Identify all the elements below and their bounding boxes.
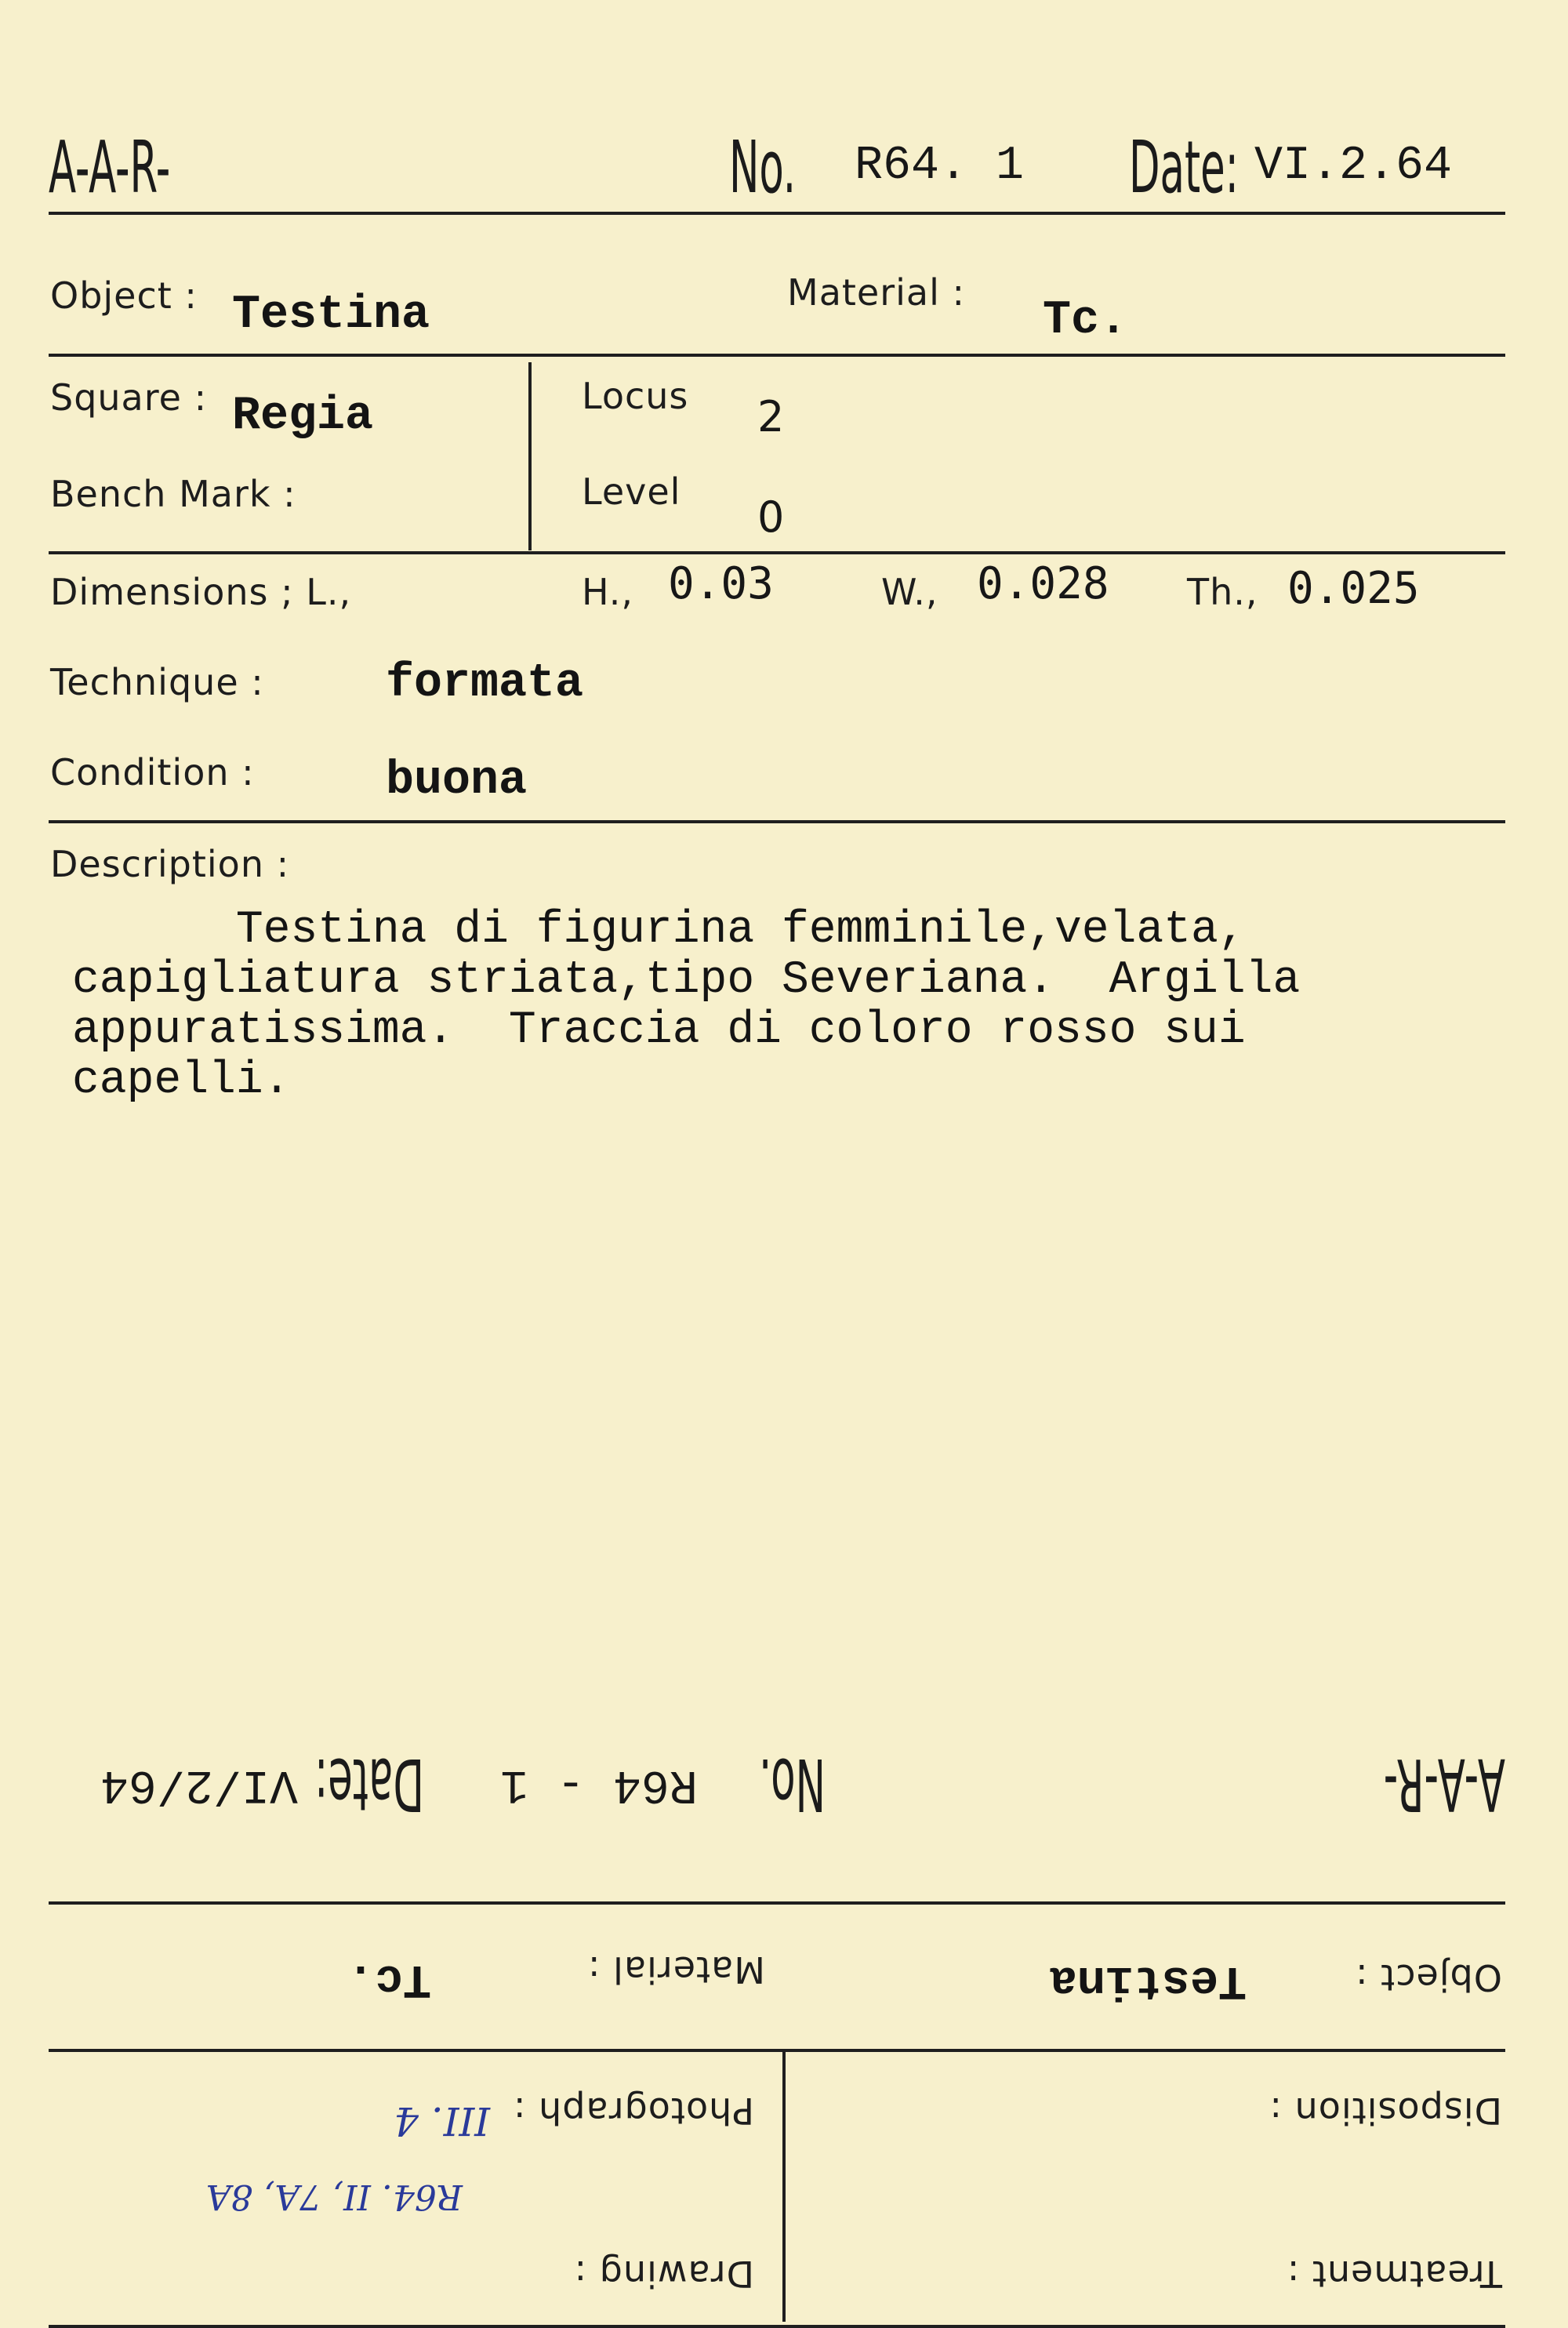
bottom-object-label: Object :: [1355, 1956, 1502, 1999]
bottom-number-label: No.: [758, 1742, 826, 1826]
condition-value: buona: [386, 754, 528, 808]
height-value: 0.03: [668, 558, 774, 609]
object-label: Object :: [50, 274, 198, 317]
bottom-number-value: R64 - 1: [499, 1757, 698, 1810]
bottom-date-value: VI/2/64: [100, 1757, 298, 1810]
thickness-label: Th.,: [1187, 571, 1258, 613]
number-value: R64. 1: [855, 140, 1025, 193]
technique-value: formata: [386, 657, 584, 710]
date-value: VI.2.64: [1254, 140, 1453, 193]
photograph-number: III. 4: [394, 2098, 490, 2144]
object-value: Testina: [232, 289, 430, 342]
bottom-material-label: Material :: [587, 1948, 765, 1991]
material-value: Tc.: [1043, 294, 1128, 347]
bottom-object-value: Testina: [1048, 1953, 1247, 2007]
square-label: Square :: [50, 376, 208, 419]
bench-mark-label: Bench Mark :: [50, 473, 296, 515]
description-line: Testina di figurina femminile,velata,: [72, 905, 1246, 956]
disposition-label: Disposition :: [1269, 2090, 1502, 2132]
dimensions-label: Dimensions ; L.,: [50, 571, 352, 613]
divider: [49, 354, 1505, 357]
column-divider: [528, 362, 532, 550]
description-label: Description :: [50, 843, 290, 885]
condition-label: Condition :: [50, 751, 255, 794]
divider: [49, 820, 1505, 823]
date-label: Date:: [1129, 125, 1239, 209]
height-label: H.,: [582, 571, 634, 613]
divider: [49, 2049, 1505, 2052]
description-text: [72, 906, 1562, 1106]
bottom-material-value: Tc.: [346, 1952, 431, 2005]
divider: [49, 1901, 1505, 1905]
description-line: capelli.: [72, 1055, 291, 1106]
thickness-value: 0.025: [1287, 563, 1420, 614]
width-label: W.,: [881, 571, 938, 613]
org-code: A-A-R-: [49, 125, 171, 209]
number-label: No.: [729, 125, 797, 209]
photograph-label: Photograph :: [513, 2090, 754, 2132]
bottom-org-code: A-A-R-: [1383, 1742, 1505, 1826]
level-value: 0: [757, 492, 785, 542]
description-line: appuratissima. Traccia di coloro rosso sui: [72, 1005, 1246, 1056]
locus-value: 2: [757, 392, 785, 441]
material-label: Material :: [787, 271, 965, 314]
divider: [49, 551, 1505, 554]
width-value: 0.028: [977, 558, 1109, 609]
divider: [49, 2325, 1505, 2328]
technique-label: Technique :: [50, 661, 264, 703]
inverted-bottom-section: [0, 1684, 1568, 2328]
description-line: capigliatura striata,tipo Severiana. Argilla: [72, 955, 1301, 1006]
treatment-label: Treatment :: [1286, 2253, 1502, 2295]
photograph-reference: R64. II, 7A, 8A: [205, 2177, 463, 2217]
drawing-label: Drawing :: [573, 2253, 754, 2295]
divider: [49, 212, 1505, 215]
locus-label: Locus: [582, 375, 689, 417]
level-label: Level: [582, 470, 681, 513]
square-value: Regia: [232, 390, 374, 443]
bottom-date-label: Date:: [314, 1742, 424, 1826]
column-divider: [782, 2052, 786, 2322]
